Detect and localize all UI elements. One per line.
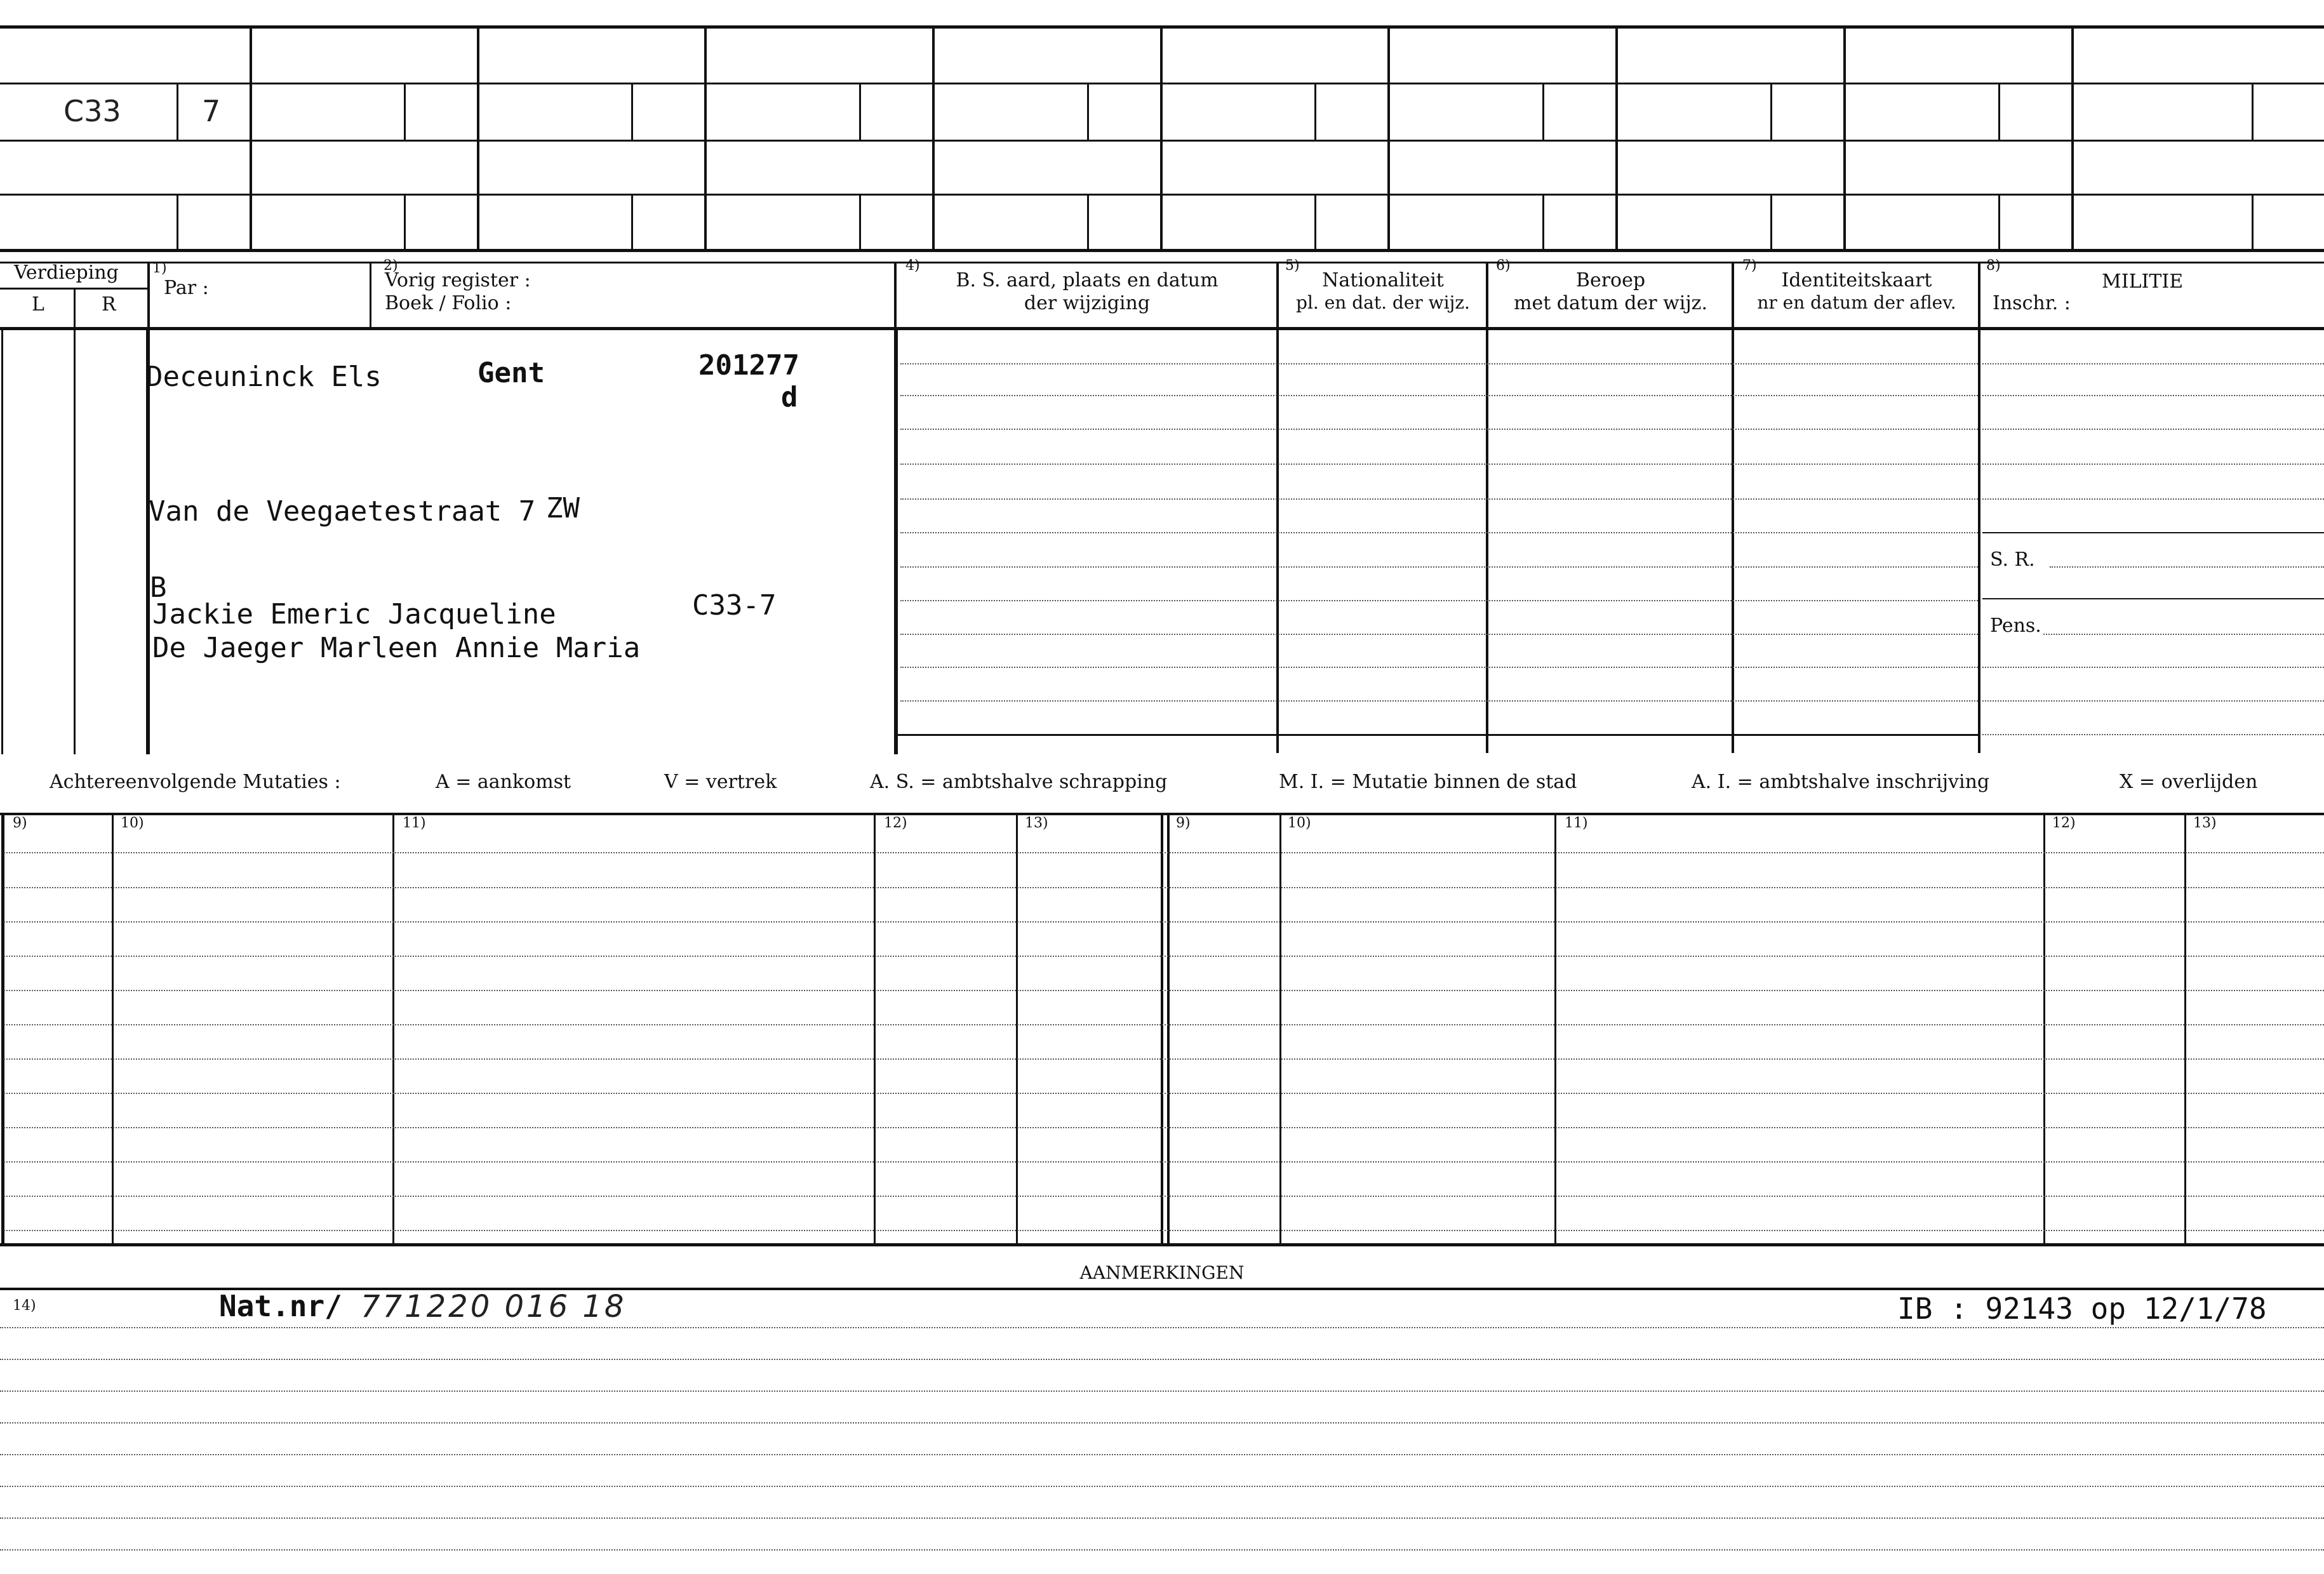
bs-num: 4) bbox=[905, 258, 920, 274]
legend-title: Achtereenvolgende Mutaties : bbox=[50, 771, 341, 793]
col12-right: 12) bbox=[2052, 815, 2076, 831]
col9-left: 9) bbox=[13, 815, 27, 831]
col10-left: 10) bbox=[121, 815, 144, 831]
militie-label: MILITIE bbox=[2102, 270, 2184, 293]
bs-line2: der wijziging bbox=[1024, 292, 1151, 314]
nat-line2: pl. en dat. der wijz. bbox=[1296, 292, 1470, 313]
legend-as: A. S. = ambtshalve schrapping bbox=[870, 771, 1168, 793]
par-label: Par : bbox=[164, 277, 209, 299]
vorig-num: 2) bbox=[384, 258, 398, 274]
person-parents-2: De Jaeger Marleen Annie Maria bbox=[152, 632, 641, 664]
person-ref: C33-7 bbox=[692, 589, 777, 622]
nat-nr-value: 771220 016 18 bbox=[361, 1289, 627, 1324]
beroep-line2: met datum der wijz. bbox=[1514, 292, 1707, 314]
nat-line1: Nationaliteit bbox=[1322, 269, 1444, 291]
beroep-num: 6) bbox=[1496, 258, 1511, 274]
militie-num: 8) bbox=[1986, 258, 2001, 274]
col10-right: 10) bbox=[1288, 815, 1311, 831]
col13-right: 13) bbox=[2193, 815, 2217, 831]
person-suffix: d bbox=[781, 381, 798, 413]
bs-line1: B. S. aard, plaats en datum bbox=[956, 269, 1219, 291]
beroep-line1: Beroep bbox=[1575, 269, 1646, 291]
col9-right: 9) bbox=[1176, 815, 1191, 831]
par-num: 1) bbox=[152, 260, 167, 276]
block-number: 7 bbox=[202, 94, 221, 128]
legend-ai: A. I. = ambtshalve inschrijving bbox=[1692, 771, 1990, 793]
sr-label: S. R. bbox=[1990, 549, 2035, 571]
id-num: 7) bbox=[1742, 258, 1757, 274]
boek-folio-label: Boek / Folio : bbox=[385, 292, 512, 314]
ib-note: IB : 92143 op 12/1/78 bbox=[1897, 1291, 2267, 1326]
inschr-label: Inschr. : bbox=[1993, 292, 2071, 314]
pens-label: Pens. bbox=[1990, 615, 2041, 637]
legend-x: X = overlijden bbox=[2120, 771, 2258, 793]
remarks-title: AANMERKINGEN bbox=[1079, 1262, 1245, 1283]
col11-right: 11) bbox=[1565, 815, 1588, 831]
left-label: L bbox=[32, 293, 44, 316]
id-line2: nr en datum der aflev. bbox=[1757, 292, 1956, 313]
block-code: C33 bbox=[63, 94, 121, 128]
person-date: 201277 bbox=[698, 349, 799, 382]
person-street: Van de Veegaetestraat 7 bbox=[149, 495, 536, 528]
col12-left: 12) bbox=[884, 815, 907, 831]
col11-left: 11) bbox=[403, 815, 426, 831]
remarks-num: 14) bbox=[13, 1298, 36, 1314]
person-zone: ZW bbox=[546, 492, 580, 524]
person-city: Gent bbox=[477, 357, 545, 389]
person-parents-1: Jackie Emeric Jacqueline bbox=[152, 598, 556, 630]
legend-v: V = vertrek bbox=[664, 771, 777, 793]
legend-mi: M. I. = Mutatie binnen de stad bbox=[1279, 771, 1577, 793]
legend-a: A = aankomst bbox=[436, 771, 571, 793]
col13-left: 13) bbox=[1025, 815, 1048, 831]
verdieping-label: Verdieping bbox=[14, 262, 119, 284]
id-line1: Identiteitskaart bbox=[1781, 269, 1932, 291]
person-name: Deceuninck Els bbox=[146, 361, 382, 393]
vorig-register-label: Vorig register : bbox=[385, 269, 531, 291]
nat-num: 5) bbox=[1285, 258, 1300, 274]
person-code: B bbox=[150, 571, 167, 604]
right-label: R bbox=[102, 293, 116, 316]
nat-nr-label: Nat.nr/ bbox=[219, 1289, 342, 1323]
